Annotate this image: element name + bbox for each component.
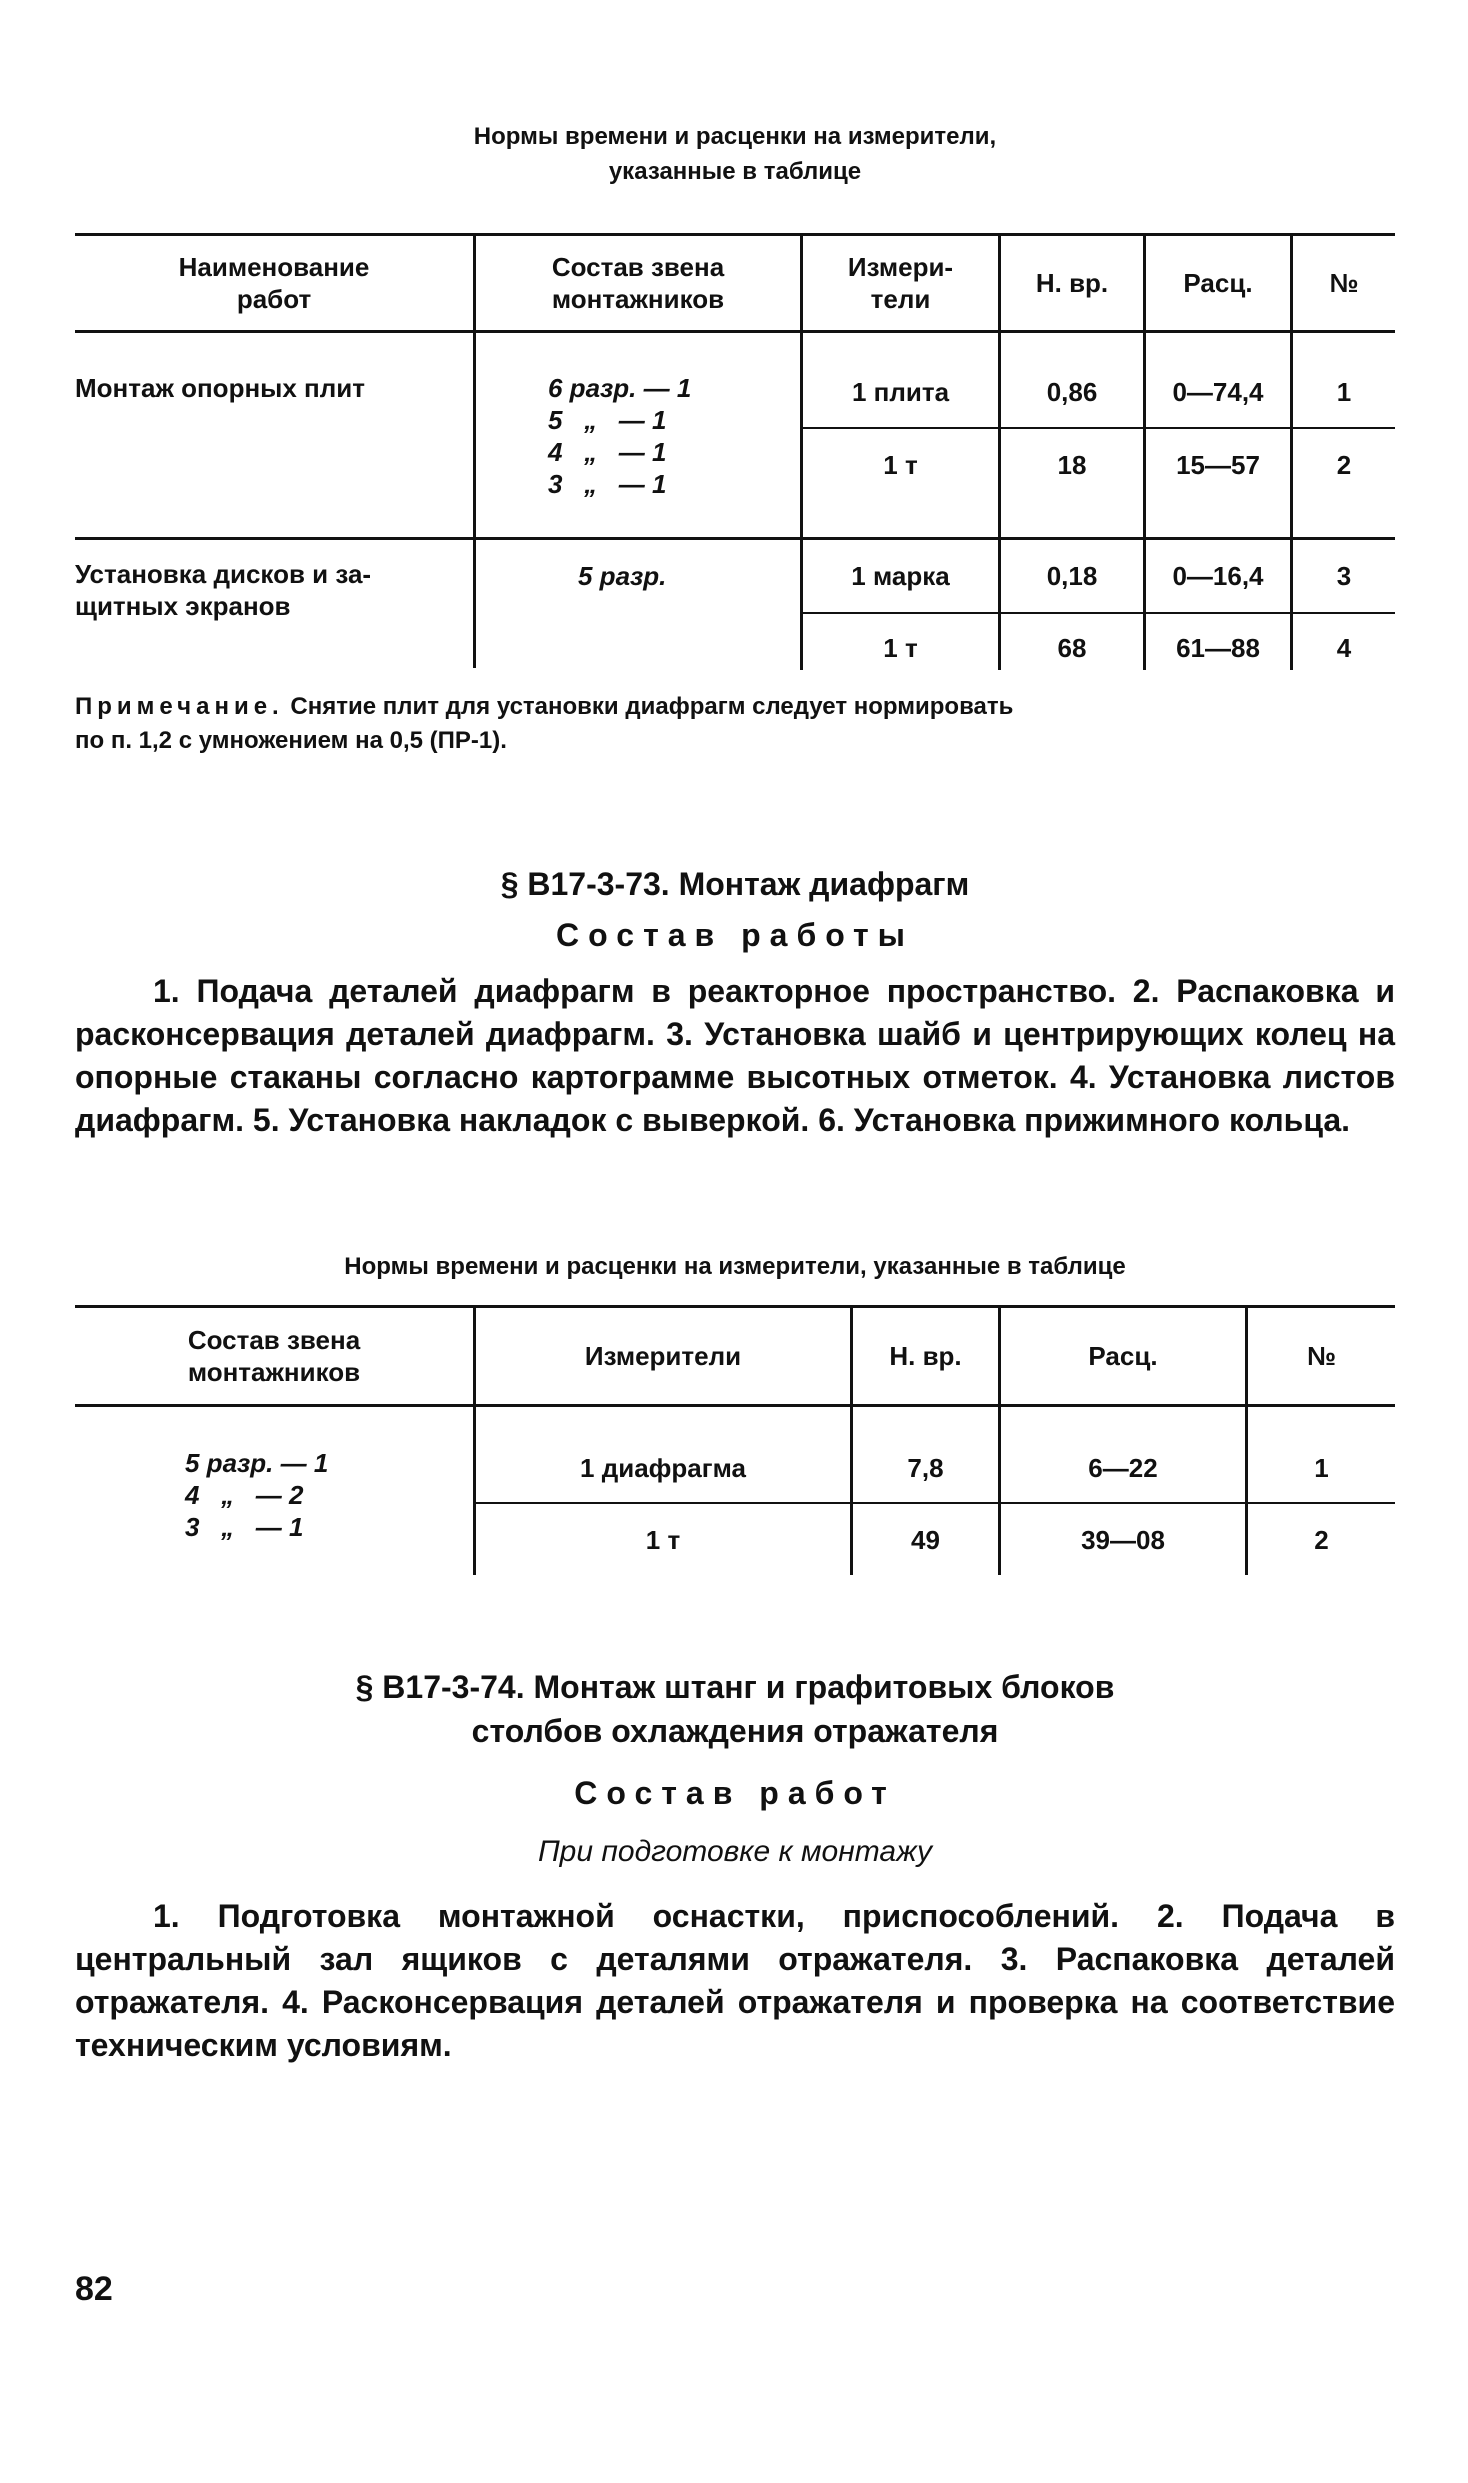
table1-rule-row3 [800,612,1395,614]
table2-row1-norm: 7,8 [907,1453,944,1483]
header-crew-line2: монтажников [187,1357,361,1387]
note-text-line1: Снятие плит для установки диафрагм следует нормировать [283,693,1014,720]
table1-rule-row1 [800,427,1395,429]
table1-crew-1 [548,372,691,500]
header-units-line1: Измери- [847,252,954,282]
crew-line: 5 „ — 1 [548,405,667,435]
table1-row3-norm: 0,18 [1046,561,1098,591]
section74-subtitle: Состав работ [574,1775,896,1811]
table2-header-units: Измерители [584,1341,742,1371]
crew-line: 3 „ — 1 [548,469,667,499]
table1-row2-rate: 15—57 [1176,450,1260,480]
header-crew-line1: Состав звена [551,252,725,282]
table1-row4-unit: 1 т [883,633,918,663]
table1-row4-norm: 68 [1057,633,1087,663]
table2-header-norm: Н. вр. [889,1341,962,1371]
section74-italic-subtitle: При подготовке к монтажу [537,1835,933,1868]
table1-crew-2 [578,560,666,592]
table1-row3-unit: 1 марка [851,561,950,591]
table1-header-number: № [1329,268,1359,298]
table2-rule-header [75,1404,1395,1407]
table2-header-rate: Расц. [1088,1341,1158,1371]
crew-line: 6 разр. — 1 [548,373,692,403]
crew-line: 3 „ — 1 [185,1512,304,1542]
table1-row2-unit: 1 т [883,450,918,480]
crew-line: 5 разр. [578,561,667,591]
header-work-line1: Наименование [178,252,370,282]
section73-subtitle: Состав работы [556,917,914,953]
section73-title: § В17-3-73. Монтаж диафрагм [500,866,970,902]
section74-text: 1. Подготовка монтажной оснастки, приспособлений. 2. Подача в центральный зал ящиков с деталями отражателя. 3. Распаковка деталей отражателя. 4. Расконсервация деталей отражателя и проверка на соответствие техническим условиям. [75,1898,1395,2063]
table2-row2-unit: 1 т [645,1525,681,1555]
section73-text: 1. Подача деталей диафрагм в реакторное пространство. 2. Распаковка и расконсервация деталей диафрагм. 3. Установка шайб и центрирующих колец на опорные стаканы согласно картограмме высотных отметок. 4. Установка листов диафрагм. 5. Установка накладок с выверкой. 6. Установка прижимного кольца. [75,973,1395,1138]
note-text-line2: по п. 1,2 с умножением на 0,5 (ПР-1). [75,727,507,754]
table1-row1-unit: 1 плита [851,377,950,407]
table1-rule-header [75,330,1395,333]
table2-row1-rate: 6—22 [1088,1453,1158,1483]
table2-row2-number: 2 [1314,1525,1329,1555]
table1-work-2 [75,558,470,638]
header-crew-line1: Состав звена [187,1325,361,1355]
table1-note [75,690,1400,758]
table1-work-1: Монтаж опорных плит [75,373,365,403]
table2-row1-unit: 1 диафрагма [580,1453,746,1483]
table1-row2-norm: 18 [1057,450,1087,480]
crew-line: 4 „ — 1 [548,437,667,467]
table1-header-units [803,236,998,330]
table2-row2-norm: 49 [911,1525,940,1555]
table1-header-norm: Н. вр. [1035,268,1109,298]
section74-title-line2: столбов охлаждения отражателя [471,1713,999,1749]
table2-caption: Нормы времени и расценки на измерители, указанные в таблице [344,1253,1126,1280]
table1-header-rate: Расц. [1183,268,1253,298]
table1-header-work [75,236,473,330]
table1-caption-line1: Нормы времени и расценки на измерители, [473,123,997,150]
table2-row2-rate: 39—08 [1081,1525,1165,1555]
page-number: 82 [75,2270,113,2308]
section74-title-line1: § В17-3-74. Монтаж штанг и графитовых блоков [355,1669,1115,1705]
table2-header-number: № [1307,1341,1336,1371]
header-units-line2: тели [870,284,931,314]
table1-caption-line2: указанные в таблице [608,158,862,185]
work-2-line1: Установка дисков и за- [75,559,372,589]
table2-crew [185,1447,328,1543]
table1-row4-rate: 61—88 [1176,633,1260,663]
section74-title [70,1665,1400,1753]
table1-row1-norm: 0,86 [1046,377,1098,407]
table2-header-crew [75,1308,473,1404]
table2-rule-row1 [473,1502,1395,1504]
table1-rule-group [75,537,1395,540]
crew-line: 5 разр. — 1 [185,1448,329,1478]
table1-row3-number: 3 [1336,561,1352,591]
table1-row4-number: 4 [1336,633,1352,663]
header-crew-line2: монтажников [551,284,725,314]
note-label: Примечание. [75,693,284,720]
table1-row1-rate: 0—74,4 [1172,377,1264,407]
work-2-line2: щитных экранов [75,591,291,621]
table1-header-crew [476,236,800,330]
header-work-line2: работ [236,284,312,314]
crew-line: 4 „ — 2 [185,1480,304,1510]
table2-row1-number: 1 [1314,1453,1329,1483]
table1-row3-rate: 0—16,4 [1172,561,1264,591]
table1-row1-number: 1 [1336,377,1352,407]
table1-row2-number: 2 [1336,450,1352,480]
